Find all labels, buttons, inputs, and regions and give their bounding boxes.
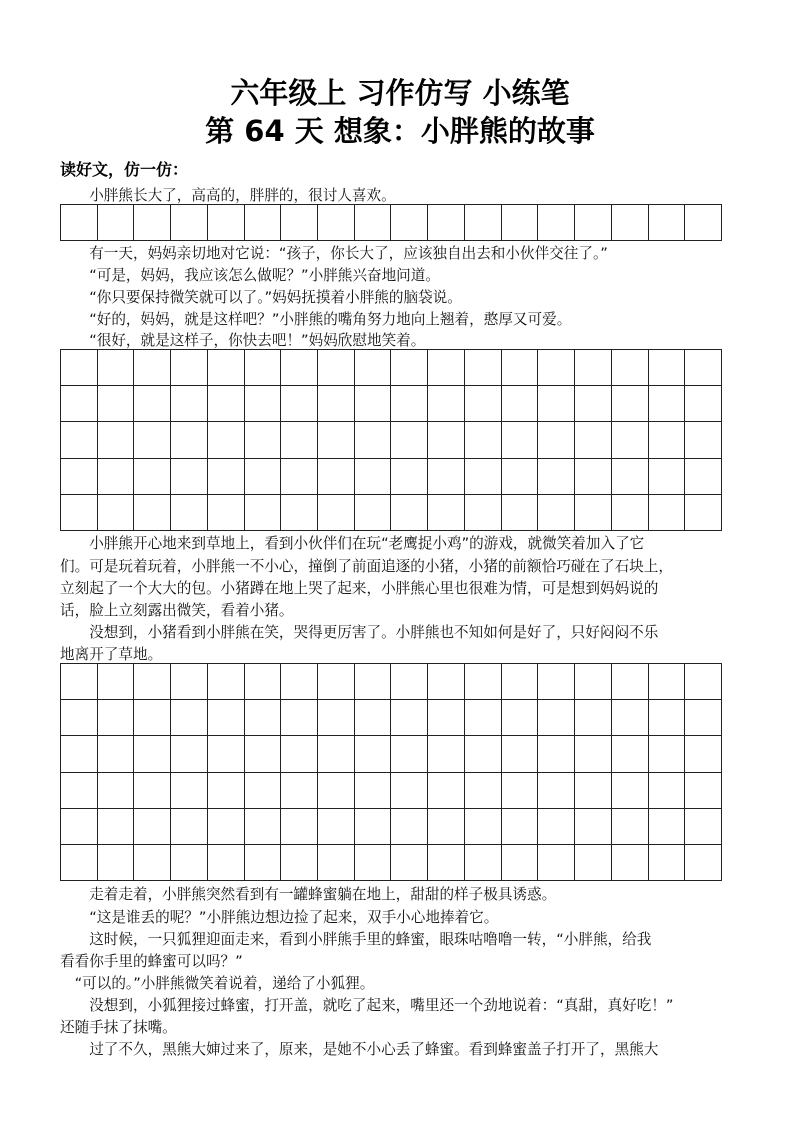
grid-cell[interactable]	[318, 845, 355, 881]
grid-cell[interactable]	[575, 422, 612, 458]
grid-cell[interactable]	[685, 773, 722, 809]
grid-cell[interactable]	[391, 422, 428, 458]
grid-cell[interactable]	[318, 495, 355, 531]
grid-cell[interactable]	[61, 736, 98, 772]
grid-cell[interactable]	[134, 809, 171, 845]
paragraph-line: 小胖熊开心地来到草地上，看到小伙伴们在玩“老鹰捉小鸡”的游戏，就微笑着加入了它	[60, 535, 645, 552]
grid-cell[interactable]	[245, 773, 282, 809]
section-heading: 读好文，仿一仿：	[60, 160, 189, 179]
grid-cell[interactable]	[245, 495, 282, 531]
grid-cell[interactable]	[318, 664, 355, 700]
grid-cell[interactable]	[685, 495, 722, 531]
grid-cell[interactable]	[355, 350, 392, 386]
grid-cell[interactable]	[355, 664, 392, 700]
grid-cell[interactable]	[649, 736, 686, 772]
grid-cell[interactable]	[465, 736, 502, 772]
grid-cell[interactable]	[465, 459, 502, 495]
grid-cell[interactable]	[538, 350, 575, 386]
grid-cell[interactable]	[575, 459, 612, 495]
grid-cell[interactable]	[208, 736, 245, 772]
grid-cell[interactable]	[465, 845, 502, 881]
grid-cell[interactable]	[171, 386, 208, 422]
grid-cell[interactable]	[612, 809, 649, 845]
grid-cell[interactable]	[685, 422, 722, 458]
grid-cell[interactable]	[245, 736, 282, 772]
paragraph-line: 这时候，一只狐狸迎面走来，看到小胖熊手里的蜂蜜，眼珠咕噜噜一转，“小胖熊，给我	[60, 931, 652, 948]
grid-cell[interactable]	[208, 809, 245, 845]
grid-cell[interactable]	[98, 809, 135, 845]
grid-cell[interactable]	[538, 205, 575, 241]
grid-cell[interactable]	[98, 459, 135, 495]
paragraph-line: 看看你手里的蜂蜜可以吗？”	[60, 953, 243, 970]
paragraph-line: “你只要保持微笑就可以了。”妈妈抚摸着小胖熊的脑袋说。	[60, 289, 462, 306]
grid-cell[interactable]	[318, 700, 355, 736]
grid-cell[interactable]	[649, 386, 686, 422]
grid-cell[interactable]	[171, 205, 208, 241]
writing-grid-2[interactable]	[60, 349, 722, 531]
grid-cell[interactable]	[355, 700, 392, 736]
grid-cell[interactable]	[98, 845, 135, 881]
grid-cell[interactable]	[355, 205, 392, 241]
grid-cell[interactable]	[391, 773, 428, 809]
grid-cell[interactable]	[98, 736, 135, 772]
grid-cell[interactable]	[538, 422, 575, 458]
grid-cell[interactable]	[575, 773, 612, 809]
grid-cell[interactable]	[61, 350, 98, 386]
grid-cell[interactable]	[171, 495, 208, 531]
grid-cell[interactable]	[98, 205, 135, 241]
grid-cell[interactable]	[612, 422, 649, 458]
grid-cell[interactable]	[98, 700, 135, 736]
grid-cell[interactable]	[685, 205, 722, 241]
grid-cell[interactable]	[391, 205, 428, 241]
grid-cell[interactable]	[134, 422, 171, 458]
grid-cell[interactable]	[502, 664, 539, 700]
grid-cell[interactable]	[61, 495, 98, 531]
grid-cell[interactable]	[134, 664, 171, 700]
grid-cell[interactable]	[575, 495, 612, 531]
grid-cell[interactable]	[612, 350, 649, 386]
grid-cell[interactable]	[685, 459, 722, 495]
grid-cell[interactable]	[281, 664, 318, 700]
grid-cell[interactable]	[245, 422, 282, 458]
grid-cell[interactable]	[98, 386, 135, 422]
grid-cell[interactable]	[465, 664, 502, 700]
paragraph-line: “很好，就是这样子，你快去吧！”妈妈欣慰地笑着。	[60, 332, 426, 349]
grid-cell[interactable]	[281, 350, 318, 386]
grid-cell[interactable]	[538, 700, 575, 736]
grid-cell[interactable]	[575, 809, 612, 845]
grid-cell[interactable]	[318, 773, 355, 809]
grid-cell[interactable]	[134, 495, 171, 531]
grid-cell[interactable]	[391, 459, 428, 495]
paragraph-line: 过了不久，黑熊大婶过来了，原来，是她不小心丢了蜂蜜。看到蜂蜜盖子打开了，黑熊大	[60, 1041, 659, 1058]
paragraph-line: 们。可是玩着玩着，小胖熊一不小心，撞倒了前面追逐的小猪，小猪的前额恰巧碰在了石块上，	[60, 558, 673, 575]
grid-cell[interactable]	[134, 459, 171, 495]
grid-cell[interactable]	[318, 205, 355, 241]
grid-cell[interactable]	[575, 664, 612, 700]
grid-cell[interactable]	[649, 495, 686, 531]
grid-cell[interactable]	[465, 495, 502, 531]
grid-cell[interactable]	[318, 809, 355, 845]
paragraph-line: “可是，妈妈，我应该怎么做呢？”小胖熊兴奋地问道。	[60, 267, 440, 284]
grid-cell[interactable]	[98, 773, 135, 809]
grid-cell[interactable]	[208, 205, 245, 241]
grid-cell[interactable]	[171, 845, 208, 881]
grid-cell[interactable]	[502, 495, 539, 531]
grid-cell[interactable]	[134, 736, 171, 772]
grid-cell[interactable]	[245, 664, 282, 700]
grid-cell[interactable]	[61, 700, 98, 736]
grid-cell[interactable]	[281, 700, 318, 736]
grid-cell[interactable]	[61, 386, 98, 422]
grid-cell[interactable]	[502, 736, 539, 772]
page-subtitle: 第 64 天 想象：小胖熊的故事	[205, 114, 595, 148]
grid-cell[interactable]	[685, 700, 722, 736]
grid-cell[interactable]	[318, 422, 355, 458]
grid-cell[interactable]	[502, 386, 539, 422]
paragraph-line: “可以的。”小胖熊微笑着说着，递给了小狐狸。	[60, 975, 375, 992]
grid-cell[interactable]	[428, 736, 465, 772]
grid-cell[interactable]	[465, 350, 502, 386]
grid-cell[interactable]	[428, 459, 465, 495]
grid-cell[interactable]	[391, 809, 428, 845]
grid-cell[interactable]	[612, 495, 649, 531]
grid-cell[interactable]	[98, 350, 135, 386]
grid-cell[interactable]	[281, 736, 318, 772]
writing-grid-1[interactable]	[60, 204, 722, 241]
grid-cell[interactable]	[649, 809, 686, 845]
grid-cell[interactable]	[465, 700, 502, 736]
grid-cell[interactable]	[98, 422, 135, 458]
grid-cell[interactable]	[171, 773, 208, 809]
grid-cell[interactable]	[61, 205, 98, 241]
paragraph-line: 小胖熊长大了，高高的，胖胖的，很讨人喜欢。	[60, 187, 396, 204]
grid-cell[interactable]	[538, 845, 575, 881]
grid-cell[interactable]	[171, 422, 208, 458]
grid-cell[interactable]	[171, 350, 208, 386]
grid-cell[interactable]	[208, 664, 245, 700]
grid-cell[interactable]	[502, 809, 539, 845]
grid-cell[interactable]	[428, 205, 465, 241]
grid-cell[interactable]	[649, 700, 686, 736]
grid-cell[interactable]	[208, 459, 245, 495]
grid-cell[interactable]	[575, 386, 612, 422]
grid-cell[interactable]	[245, 205, 282, 241]
grid-cell[interactable]	[134, 386, 171, 422]
grid-cell[interactable]	[502, 773, 539, 809]
grid-cell[interactable]	[171, 809, 208, 845]
grid-cell[interactable]	[245, 459, 282, 495]
grid-cell[interactable]	[538, 809, 575, 845]
grid-cell[interactable]	[649, 422, 686, 458]
grid-cell[interactable]	[98, 664, 135, 700]
grid-cell[interactable]	[465, 809, 502, 845]
grid-cell[interactable]	[575, 205, 612, 241]
grid-cell[interactable]	[98, 495, 135, 531]
grid-cell[interactable]	[245, 350, 282, 386]
grid-cell[interactable]	[428, 495, 465, 531]
grid-cell[interactable]	[649, 664, 686, 700]
grid-cell[interactable]	[428, 700, 465, 736]
grid-cell[interactable]	[245, 845, 282, 881]
grid-cell[interactable]	[281, 495, 318, 531]
paragraph-line: “好的，妈妈，就是这样吧？”小胖熊的嘴角努力地向上翘着，憨厚又可爱。	[60, 311, 572, 328]
grid-cell[interactable]	[355, 459, 392, 495]
paragraph-line: 还随手抹了抹嘴。	[60, 1019, 177, 1036]
grid-cell[interactable]	[208, 422, 245, 458]
grid-cell[interactable]	[428, 664, 465, 700]
grid-cell[interactable]	[502, 845, 539, 881]
grid-cell[interactable]	[61, 664, 98, 700]
page-title: 六年级上 习作仿写 小练笔	[230, 76, 570, 110]
grid-cell[interactable]	[61, 459, 98, 495]
grid-cell[interactable]	[355, 386, 392, 422]
grid-cell[interactable]	[318, 736, 355, 772]
grid-cell[interactable]	[538, 495, 575, 531]
grid-cell[interactable]	[391, 700, 428, 736]
grid-cell[interactable]	[171, 664, 208, 700]
grid-cell[interactable]	[208, 700, 245, 736]
paragraph-line: 走着走着，小胖熊突然看到有一罐蜂蜜躺在地上，甜甜的样子极具诱惑。	[60, 886, 557, 903]
grid-cell[interactable]	[575, 350, 612, 386]
grid-cell[interactable]	[391, 495, 428, 531]
paragraph-line: 立刻起了一个大大的包。小猪蹲在地上哭了起来，小胖熊心里也很难为情，可是想到妈妈说的	[60, 580, 659, 597]
paragraph-line: 没想到，小猪看到小胖熊在笑，哭得更厉害了。小胖熊也不知如何是好了，只好闷闷不乐	[60, 624, 659, 641]
grid-cell[interactable]	[281, 459, 318, 495]
grid-cell[interactable]	[171, 700, 208, 736]
grid-cell[interactable]	[134, 700, 171, 736]
grid-cell[interactable]	[134, 845, 171, 881]
grid-cell[interactable]	[612, 205, 649, 241]
grid-cell[interactable]	[391, 845, 428, 881]
grid-cell[interactable]	[575, 736, 612, 772]
grid-cell[interactable]	[538, 459, 575, 495]
grid-cell[interactable]	[134, 773, 171, 809]
paragraph-line: 地离开了草地。	[60, 646, 163, 663]
grid-cell[interactable]	[428, 773, 465, 809]
grid-cell[interactable]	[134, 205, 171, 241]
paragraph-line: “这是谁丢的呢？”小胖熊边想边捡了起来，双手小心地捧着它。	[60, 909, 499, 926]
grid-cell[interactable]	[685, 809, 722, 845]
grid-cell[interactable]	[171, 736, 208, 772]
grid-cell[interactable]	[281, 386, 318, 422]
grid-cell[interactable]	[612, 700, 649, 736]
grid-cell[interactable]	[538, 736, 575, 772]
grid-cell[interactable]	[685, 350, 722, 386]
grid-cell[interactable]	[281, 773, 318, 809]
grid-cell[interactable]	[538, 664, 575, 700]
grid-cell[interactable]	[61, 773, 98, 809]
grid-cell[interactable]	[465, 205, 502, 241]
grid-cell[interactable]	[355, 773, 392, 809]
grid-cell[interactable]	[318, 350, 355, 386]
grid-cell[interactable]	[428, 845, 465, 881]
grid-cell[interactable]	[428, 386, 465, 422]
grid-cell[interactable]	[612, 773, 649, 809]
grid-cell[interactable]	[318, 386, 355, 422]
grid-cell[interactable]	[465, 422, 502, 458]
grid-cell[interactable]	[61, 809, 98, 845]
grid-cell[interactable]	[649, 350, 686, 386]
grid-cell[interactable]	[612, 845, 649, 881]
grid-cell[interactable]	[61, 422, 98, 458]
grid-cell[interactable]	[318, 459, 355, 495]
grid-cell[interactable]	[538, 773, 575, 809]
grid-cell[interactable]	[171, 459, 208, 495]
grid-cell[interactable]	[465, 386, 502, 422]
grid-cell[interactable]	[612, 386, 649, 422]
grid-cell[interactable]	[575, 700, 612, 736]
grid-cell[interactable]	[612, 736, 649, 772]
grid-cell[interactable]	[391, 350, 428, 386]
grid-cell[interactable]	[649, 845, 686, 881]
grid-cell[interactable]	[134, 350, 171, 386]
grid-cell[interactable]	[208, 773, 245, 809]
grid-cell[interactable]	[391, 736, 428, 772]
paragraph-line: 话，脸上立刻露出微笑，看着小猪。	[60, 602, 294, 619]
writing-grid-3[interactable]	[60, 663, 722, 881]
grid-cell[interactable]	[538, 386, 575, 422]
grid-cell[interactable]	[355, 495, 392, 531]
grid-cell[interactable]	[649, 459, 686, 495]
grid-cell[interactable]	[355, 422, 392, 458]
grid-cell[interactable]	[649, 205, 686, 241]
grid-cell[interactable]	[575, 845, 612, 881]
grid-cell[interactable]	[61, 845, 98, 881]
paragraph-line: 没想到，小狐狸接过蜂蜜，打开盖，就吃了起来，嘴里还一个劲地说着：“真甜，真好吃！”	[60, 997, 674, 1014]
grid-cell[interactable]	[391, 664, 428, 700]
grid-cell[interactable]	[465, 773, 502, 809]
grid-cell[interactable]	[245, 700, 282, 736]
grid-cell[interactable]	[502, 422, 539, 458]
grid-cell[interactable]	[502, 700, 539, 736]
grid-cell[interactable]	[281, 205, 318, 241]
grid-cell[interactable]	[685, 845, 722, 881]
grid-cell[interactable]	[355, 809, 392, 845]
grid-cell[interactable]	[502, 459, 539, 495]
grid-cell[interactable]	[281, 845, 318, 881]
grid-cell[interactable]	[355, 736, 392, 772]
grid-cell[interactable]	[502, 205, 539, 241]
grid-cell[interactable]	[208, 350, 245, 386]
grid-cell[interactable]	[685, 736, 722, 772]
grid-cell[interactable]	[685, 386, 722, 422]
grid-cell[interactable]	[612, 459, 649, 495]
grid-cell[interactable]	[428, 422, 465, 458]
grid-cell[interactable]	[612, 664, 649, 700]
grid-cell[interactable]	[355, 845, 392, 881]
grid-cell[interactable]	[649, 773, 686, 809]
grid-cell[interactable]	[685, 664, 722, 700]
grid-cell[interactable]	[208, 386, 245, 422]
grid-cell[interactable]	[208, 495, 245, 531]
grid-cell[interactable]	[208, 845, 245, 881]
grid-cell[interactable]	[245, 809, 282, 845]
grid-cell[interactable]	[428, 350, 465, 386]
grid-cell[interactable]	[391, 386, 428, 422]
grid-cell[interactable]	[502, 350, 539, 386]
grid-cell[interactable]	[245, 386, 282, 422]
grid-cell[interactable]	[428, 809, 465, 845]
paragraph-line: 有一天，妈妈亲切地对它说：“孩子，你长大了，应该独自出去和小伙伴交往了。”	[60, 245, 608, 262]
grid-cell[interactable]	[281, 809, 318, 845]
grid-cell[interactable]	[281, 422, 318, 458]
